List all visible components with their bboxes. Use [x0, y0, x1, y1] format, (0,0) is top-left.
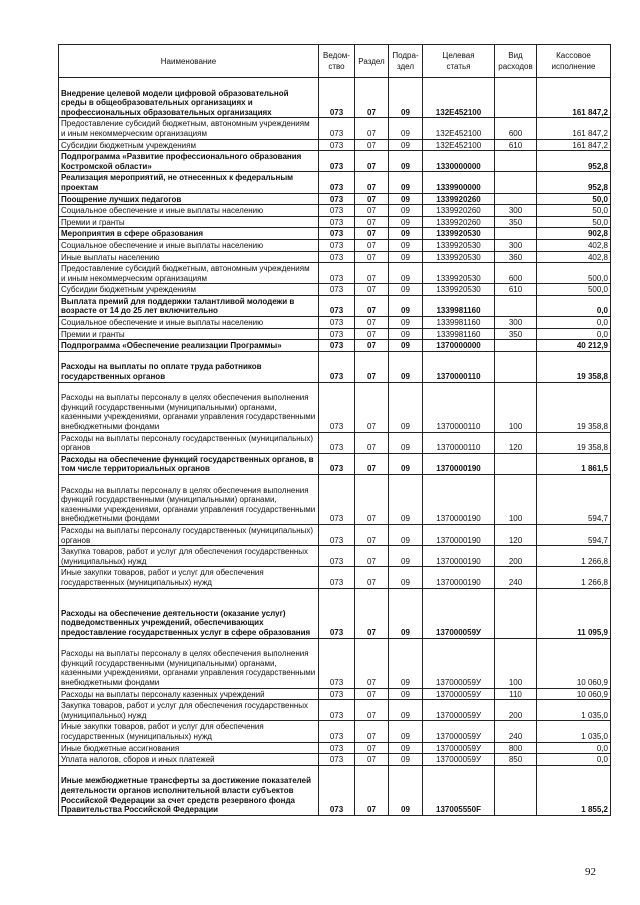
row-expense-kind [495, 78, 537, 118]
row-department: 073 [319, 295, 355, 316]
row-subsection: 09 [389, 588, 423, 638]
table-row [59, 151, 611, 172]
table-row [59, 351, 611, 382]
row-cash-execution: 19 358,8 [537, 382, 611, 432]
row-expense-kind: 110 [495, 688, 537, 700]
row-name: Социальное обеспечение и иные выплаты населению [59, 317, 319, 329]
row-section: 07 [355, 118, 389, 139]
row-department: 073 [319, 546, 355, 567]
row-subsection: 09 [389, 172, 423, 193]
row-department: 073 [319, 340, 355, 352]
row-name: Предоставление субсидий бюджетным, автономным учреждениям и иным некоммерческим организациям [59, 263, 319, 284]
table-row [59, 284, 611, 296]
row-subsection: 09 [389, 351, 423, 382]
row-expense-kind [495, 340, 537, 352]
row-target-article: 1370000190 [423, 475, 495, 525]
row-cash-execution: 161 847,2 [537, 78, 611, 118]
row-subsection: 09 [389, 546, 423, 567]
row-target-article: 132E452100 [423, 78, 495, 118]
row-target-article: 137000059У [423, 754, 495, 766]
row-target-article: 132E452100 [423, 118, 495, 139]
row-expense-kind [495, 588, 537, 638]
row-subsection: 09 [389, 754, 423, 766]
row-expense-kind: 120 [495, 525, 537, 546]
table-header-row [59, 45, 611, 78]
table-row [59, 525, 611, 546]
row-name: Выплата премий для поддержки талантливой молодежи в возрасте от 14 до 25 лет включительно [59, 295, 319, 316]
row-expense-kind: 610 [495, 284, 537, 296]
row-department: 073 [319, 688, 355, 700]
row-subsection: 09 [389, 228, 423, 240]
row-department: 073 [319, 139, 355, 151]
row-name: Иные выплаты населению [59, 251, 319, 263]
row-cash-execution: 19 358,8 [537, 351, 611, 382]
row-section: 07 [355, 525, 389, 546]
row-target-article: 1370000190 [423, 525, 495, 546]
row-subsection: 09 [389, 118, 423, 139]
table-row [59, 317, 611, 329]
header-target-article: Целевая статья [423, 45, 495, 78]
row-section: 07 [355, 475, 389, 525]
row-subsection: 09 [389, 78, 423, 118]
row-expense-kind: 300 [495, 239, 537, 251]
row-cash-execution: 11 095,9 [537, 588, 611, 638]
row-expense-kind: 120 [495, 432, 537, 453]
row-expense-kind [495, 295, 537, 316]
row-name: Иные бюджетные ассигнования [59, 742, 319, 754]
row-cash-execution: 0,0 [537, 317, 611, 329]
table-row [59, 78, 611, 118]
row-cash-execution: 19 358,8 [537, 432, 611, 453]
row-subsection: 09 [389, 328, 423, 340]
row-name: Расходы на выплаты персоналу в целях обеспечения выполнения функций государственными (муниципальными) органами, казенными учреждениями, органами управления государственными внебюджетными фондами [59, 475, 319, 525]
row-expense-kind: 100 [495, 382, 537, 432]
row-target-article: 1370000000 [423, 340, 495, 352]
row-section: 07 [355, 139, 389, 151]
row-department: 073 [319, 525, 355, 546]
row-expense-kind: 600 [495, 263, 537, 284]
row-expense-kind [495, 228, 537, 240]
row-department: 073 [319, 263, 355, 284]
row-cash-execution: 952,8 [537, 151, 611, 172]
row-name: Расходы на выплаты персоналу в целях обеспечения выполнения функций государственными (муниципальными) органами, казенными учреждениями, органами управления государственными внебюджетными фондами [59, 382, 319, 432]
row-expense-kind: 350 [495, 328, 537, 340]
header-name: Наименование [59, 45, 319, 78]
table-row [59, 567, 611, 588]
row-target-article: 1339920260 [423, 205, 495, 217]
row-name: Закупка товаров, работ и услуг для обеспечения государственных (муниципальных) нужд [59, 700, 319, 721]
row-expense-kind: 240 [495, 567, 537, 588]
row-name: Иные межбюджетные трансферты за достижение показателей деятельности органов исполнительной власти субъектов Российской Федерации за счет средств резервного фонда Правительства Российской Федерации [59, 765, 319, 815]
table-row [59, 546, 611, 567]
row-cash-execution: 40 212,9 [537, 340, 611, 352]
row-subsection: 09 [389, 638, 423, 688]
row-expense-kind: 610 [495, 139, 537, 151]
row-department: 073 [319, 328, 355, 340]
table-row [59, 475, 611, 525]
row-name: Расходы на обеспечение функций государственных органов, в том числе территориальных органов [59, 453, 319, 474]
row-cash-execution: 0,0 [537, 328, 611, 340]
row-subsection: 09 [389, 432, 423, 453]
row-section: 07 [355, 351, 389, 382]
row-name: Поощрение лучших педагогов [59, 193, 319, 205]
table-row [59, 228, 611, 240]
row-subsection: 09 [389, 284, 423, 296]
row-name: Субсидии бюджетным учреждениям [59, 284, 319, 296]
row-cash-execution: 50,0 [537, 193, 611, 205]
row-cash-execution: 0,0 [537, 295, 611, 316]
row-subsection: 09 [389, 263, 423, 284]
row-section: 07 [355, 172, 389, 193]
row-name: Закупка товаров, работ и услуг для обеспечения государственных (муниципальных) нужд [59, 546, 319, 567]
row-subsection: 09 [389, 239, 423, 251]
row-section: 07 [355, 546, 389, 567]
table-row [59, 588, 611, 638]
row-target-article: 1370000110 [423, 382, 495, 432]
row-section: 07 [355, 754, 389, 766]
row-cash-execution: 1 861,5 [537, 453, 611, 474]
row-subsection: 09 [389, 340, 423, 352]
row-subsection: 09 [389, 475, 423, 525]
table-row [59, 172, 611, 193]
table-row [59, 432, 611, 453]
row-section: 07 [355, 284, 389, 296]
row-subsection: 09 [389, 216, 423, 228]
row-expense-kind [495, 151, 537, 172]
row-name: Иные закупки товаров, работ и услуг для обеспечения государственных (муниципальных) нужд [59, 721, 319, 742]
row-target-article: 1339981160 [423, 328, 495, 340]
table-row [59, 340, 611, 352]
row-cash-execution: 594,7 [537, 525, 611, 546]
row-target-article: 1339920530 [423, 284, 495, 296]
row-department: 073 [319, 216, 355, 228]
row-expense-kind [495, 172, 537, 193]
row-name: Социальное обеспечение и иные выплаты населению [59, 239, 319, 251]
row-department: 073 [319, 205, 355, 217]
row-expense-kind: 850 [495, 754, 537, 766]
table-row [59, 742, 611, 754]
row-department: 073 [319, 765, 355, 815]
row-name: Расходы на выплаты персоналу в целях обеспечения выполнения функций государственными (муниципальными) органами, казенными учреждениями, органами управления государственными внебюджетными фондами [59, 638, 319, 688]
table-row [59, 453, 611, 474]
row-department: 073 [319, 382, 355, 432]
row-subsection: 09 [389, 453, 423, 474]
row-department: 073 [319, 284, 355, 296]
row-name: Уплата налогов, сборов и иных платежей [59, 754, 319, 766]
row-target-article: 1339900000 [423, 172, 495, 193]
table-row [59, 139, 611, 151]
row-expense-kind: 240 [495, 721, 537, 742]
row-name: Мероприятия в сфере образования [59, 228, 319, 240]
row-section: 07 [355, 588, 389, 638]
row-subsection: 09 [389, 567, 423, 588]
table-row [59, 263, 611, 284]
row-department: 073 [319, 351, 355, 382]
row-target-article: 1339981160 [423, 295, 495, 316]
row-target-article: 1339920530 [423, 251, 495, 263]
row-department: 073 [319, 754, 355, 766]
row-target-article: 1330000000 [423, 151, 495, 172]
row-expense-kind: 100 [495, 475, 537, 525]
row-cash-execution: 161 847,2 [537, 118, 611, 139]
row-target-article: 1370000190 [423, 546, 495, 567]
row-cash-execution: 50,0 [537, 216, 611, 228]
row-department: 073 [319, 251, 355, 263]
row-section: 07 [355, 638, 389, 688]
header-cash-execution: Кассовое исполнение [537, 45, 611, 78]
row-target-article: 137000059У [423, 721, 495, 742]
row-cash-execution: 1 266,8 [537, 567, 611, 588]
table-row [59, 688, 611, 700]
row-name: Подпрограмма «Обеспечение реализации Программы» [59, 340, 319, 352]
header-expense-kind: Вид расходов [495, 45, 537, 78]
row-subsection: 09 [389, 317, 423, 329]
row-name: Расходы на выплаты персоналу государственных (муниципальных) органов [59, 432, 319, 453]
row-cash-execution: 402,8 [537, 239, 611, 251]
table-row [59, 700, 611, 721]
row-name: Расходы на выплаты персоналу казенных учреждений [59, 688, 319, 700]
row-target-article: 1370000110 [423, 351, 495, 382]
row-cash-execution: 50,0 [537, 205, 611, 217]
row-department: 073 [319, 721, 355, 742]
row-department: 073 [319, 638, 355, 688]
table-row [59, 251, 611, 263]
row-expense-kind [495, 351, 537, 382]
row-name: Расходы на выплаты персоналу государственных (муниципальных) органов [59, 525, 319, 546]
header-subsection: Подра- здел [389, 45, 423, 78]
row-department: 073 [319, 432, 355, 453]
row-cash-execution: 500,0 [537, 284, 611, 296]
row-name: Премии и гранты [59, 216, 319, 228]
table-row [59, 118, 611, 139]
row-name: Реализация мероприятий, не отнесенных к федеральным проектам [59, 172, 319, 193]
table-row [59, 216, 611, 228]
row-target-article: 1339920530 [423, 228, 495, 240]
row-expense-kind: 800 [495, 742, 537, 754]
row-subsection: 09 [389, 193, 423, 205]
row-subsection: 09 [389, 151, 423, 172]
row-target-article: 1370000110 [423, 432, 495, 453]
row-expense-kind: 350 [495, 216, 537, 228]
row-subsection: 09 [389, 688, 423, 700]
row-department: 073 [319, 172, 355, 193]
table-row [59, 328, 611, 340]
row-subsection: 09 [389, 742, 423, 754]
row-expense-kind: 300 [495, 205, 537, 217]
row-name: Внедрение целевой модели цифровой образовательной среды в общеобразовательных организациях и профессиональных образовательных организациях [59, 78, 319, 118]
row-target-article: 132E452100 [423, 139, 495, 151]
row-target-article: 1339920530 [423, 263, 495, 284]
row-section: 07 [355, 78, 389, 118]
row-department: 073 [319, 193, 355, 205]
row-target-article: 1370000190 [423, 453, 495, 474]
table-row [59, 765, 611, 815]
table-row [59, 193, 611, 205]
row-subsection: 09 [389, 139, 423, 151]
row-cash-execution: 1 266,8 [537, 546, 611, 567]
row-section: 07 [355, 328, 389, 340]
row-subsection: 09 [389, 700, 423, 721]
row-section: 07 [355, 317, 389, 329]
row-department: 073 [319, 475, 355, 525]
row-section: 07 [355, 688, 389, 700]
row-section: 07 [355, 216, 389, 228]
row-department: 073 [319, 742, 355, 754]
row-expense-kind: 100 [495, 638, 537, 688]
page-number: 92 [585, 866, 596, 878]
row-target-article: 1339920530 [423, 239, 495, 251]
row-department: 073 [319, 700, 355, 721]
row-section: 07 [355, 263, 389, 284]
row-name: Расходы на обеспечение деятельности (оказание услуг) подведомственных учреждений, обеспечивающих предоставление государственных услуг в сфере образования [59, 588, 319, 638]
table-row [59, 638, 611, 688]
row-department: 073 [319, 453, 355, 474]
row-section: 07 [355, 765, 389, 815]
row-section: 07 [355, 239, 389, 251]
row-section: 07 [355, 453, 389, 474]
row-target-article: 137005550F [423, 765, 495, 815]
row-target-article: 137000059У [423, 700, 495, 721]
row-subsection: 09 [389, 295, 423, 316]
row-expense-kind: 600 [495, 118, 537, 139]
row-cash-execution: 952,8 [537, 172, 611, 193]
row-name: Социальное обеспечение и иные выплаты населению [59, 205, 319, 217]
row-section: 07 [355, 382, 389, 432]
table-row [59, 239, 611, 251]
row-name: Иные закупки товаров, работ и услуг для обеспечения государственных (муниципальных) нужд [59, 567, 319, 588]
row-subsection: 09 [389, 251, 423, 263]
row-section: 07 [355, 432, 389, 453]
row-target-article: 1370000190 [423, 567, 495, 588]
header-department: Ведом- ство [319, 45, 355, 78]
row-name: Подпрограмма «Развитие профессионального образования Костромской области» [59, 151, 319, 172]
table-row [59, 295, 611, 316]
row-subsection: 09 [389, 382, 423, 432]
budget-execution-table [58, 44, 611, 816]
row-name: Премии и гранты [59, 328, 319, 340]
row-target-article: 137000059У [423, 638, 495, 688]
row-cash-execution: 902,8 [537, 228, 611, 240]
row-department: 073 [319, 317, 355, 329]
table-row [59, 382, 611, 432]
row-subsection: 09 [389, 721, 423, 742]
row-department: 073 [319, 118, 355, 139]
row-cash-execution: 161 847,2 [537, 139, 611, 151]
row-target-article: 1339920260 [423, 216, 495, 228]
row-cash-execution: 1 855,2 [537, 765, 611, 815]
row-target-article: 137000059У [423, 742, 495, 754]
row-cash-execution: 0,0 [537, 754, 611, 766]
row-target-article: 1339920260 [423, 193, 495, 205]
row-target-article: 137000059У [423, 688, 495, 700]
row-department: 073 [319, 567, 355, 588]
row-cash-execution: 10 060,9 [537, 688, 611, 700]
row-expense-kind [495, 453, 537, 474]
row-target-article: 137000059У [423, 588, 495, 638]
row-subsection: 09 [389, 525, 423, 546]
row-cash-execution: 1 035,0 [537, 721, 611, 742]
row-cash-execution: 1 035,0 [537, 700, 611, 721]
table-row [59, 205, 611, 217]
row-department: 073 [319, 228, 355, 240]
row-expense-kind: 200 [495, 700, 537, 721]
row-subsection: 09 [389, 205, 423, 217]
row-section: 07 [355, 228, 389, 240]
row-cash-execution: 402,8 [537, 251, 611, 263]
row-department: 073 [319, 239, 355, 251]
table-row [59, 754, 611, 766]
budget-table-sheet [58, 44, 610, 816]
row-section: 07 [355, 205, 389, 217]
row-section: 07 [355, 340, 389, 352]
row-name: Расходы на выплаты по оплате труда работников государственных органов [59, 351, 319, 382]
row-cash-execution: 0,0 [537, 742, 611, 754]
row-name: Субсидии бюджетным учреждениям [59, 139, 319, 151]
header-section: Раздел [355, 45, 389, 78]
row-section: 07 [355, 193, 389, 205]
row-section: 07 [355, 151, 389, 172]
row-section: 07 [355, 251, 389, 263]
row-target-article: 1339981160 [423, 317, 495, 329]
row-section: 07 [355, 295, 389, 316]
row-cash-execution: 594,7 [537, 475, 611, 525]
row-subsection: 09 [389, 765, 423, 815]
row-section: 07 [355, 700, 389, 721]
row-department: 073 [319, 588, 355, 638]
row-section: 07 [355, 742, 389, 754]
table-body [59, 78, 611, 816]
table-row [59, 721, 611, 742]
row-expense-kind: 300 [495, 317, 537, 329]
row-cash-execution: 500,0 [537, 263, 611, 284]
row-department: 073 [319, 78, 355, 118]
row-name: Предоставление субсидий бюджетным, автономным учреждениям и иным некоммерческим организациям [59, 118, 319, 139]
row-expense-kind: 360 [495, 251, 537, 263]
row-section: 07 [355, 721, 389, 742]
row-expense-kind [495, 193, 537, 205]
row-expense-kind [495, 765, 537, 815]
row-department: 073 [319, 151, 355, 172]
row-cash-execution: 10 060,9 [537, 638, 611, 688]
row-section: 07 [355, 567, 389, 588]
row-expense-kind: 200 [495, 546, 537, 567]
